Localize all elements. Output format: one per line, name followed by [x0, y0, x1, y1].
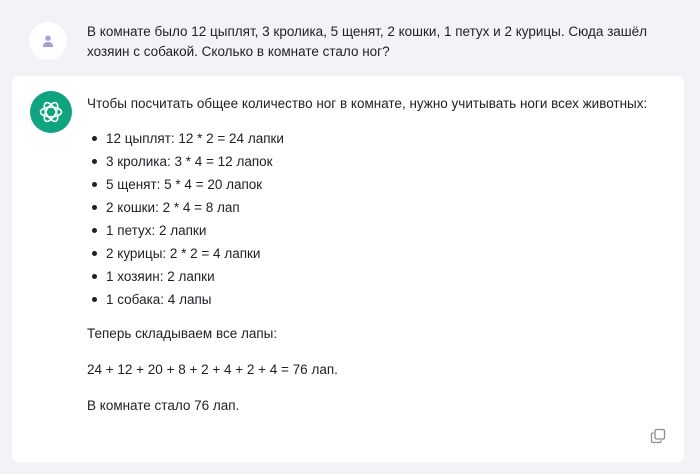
list-item: 2 курицы: 2 * 2 = 4 лапки [87, 245, 667, 268]
user-message-row [0, 0, 700, 76]
list-item: 1 собака: 4 лапы [87, 291, 667, 314]
list-item: 2 кошки: 2 * 4 = 8 лап [87, 199, 667, 222]
list-item: 5 щенят: 5 * 4 = 20 лапок [87, 176, 667, 199]
sum-label: Теперь складываем все лапы: [87, 326, 278, 341]
list-item: 3 кролика: 3 * 4 = 12 лапок [87, 153, 667, 176]
assistant-message-content [87, 94, 667, 416]
openai-logo-icon [37, 98, 65, 126]
assistant-message-card [12, 76, 684, 462]
copy-icon [650, 428, 666, 444]
list-item: 12 цыплят: 12 * 2 = 24 лапки [87, 130, 667, 153]
assistant-avatar [30, 91, 72, 133]
result-text: В комнате стало 76 лап. [87, 398, 240, 413]
sum-equation: 24 + 12 + 20 + 8 + 2 + 4 + 2 + 4 = 76 лап. [87, 362, 338, 377]
user-avatar [29, 22, 67, 60]
calculation-list [87, 130, 667, 314]
copy-button[interactable] [648, 426, 668, 446]
user-message-text: В комнате было 12 цыплят, 3 кролика, 5 щенят, 2 кошки, 1 петух и 2 курицы. Сюда зашёл хозяин с собакой. Сколько в комнате стало ног? [87, 24, 647, 59]
list-item: 1 хозяин: 2 лапки [87, 268, 667, 291]
assistant-intro: Чтобы посчитать общее количество ног в комнате, нужно учитывать ноги всех животных: [87, 96, 648, 111]
list-item: 1 петух: 2 лапки [87, 222, 667, 245]
user-icon [41, 34, 55, 48]
